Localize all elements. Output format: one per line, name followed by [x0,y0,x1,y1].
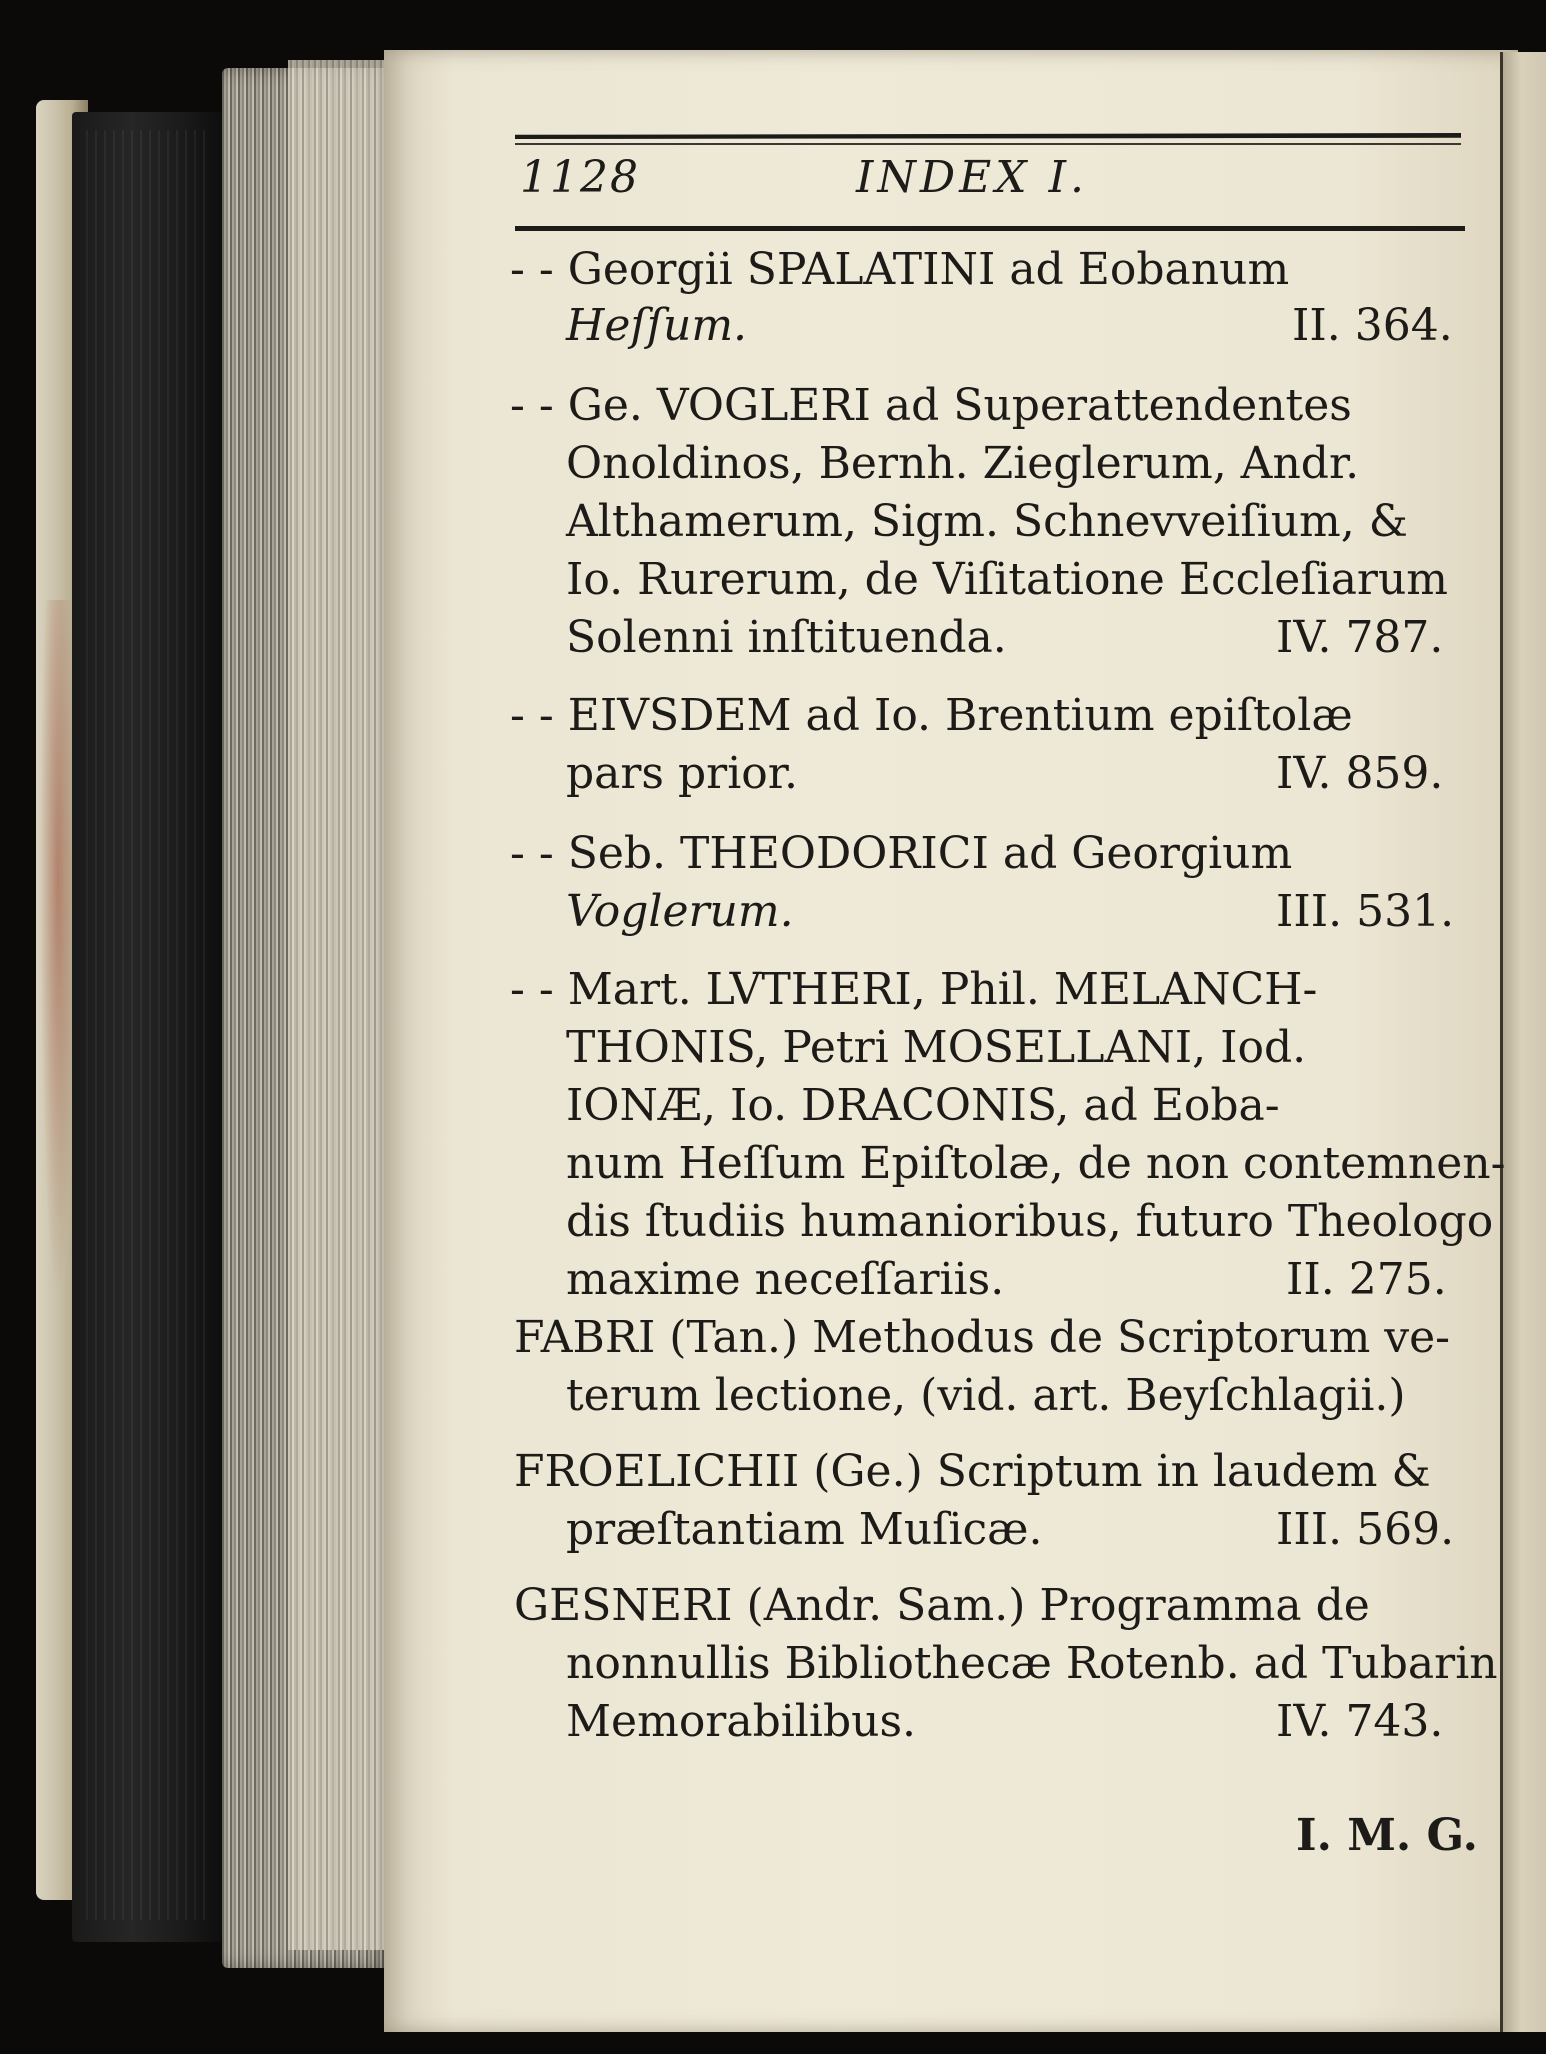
spine-stain [40,600,76,1300]
text-line: Solenni inſtituenda. [566,612,1007,663]
text-line: IV. 743. [1276,1696,1444,1747]
text-line: - - Georgii SPALATINI ad Eobanum [510,244,1290,295]
text-line: Io. Rurerum, de Viſitatione Eccleſiarum [566,554,1449,605]
running-head: INDEX I. [856,152,1088,203]
text-line: - - Mart. LVTHERI, Phil. MELANCH- [510,964,1318,1015]
text-line: Althamerum, Sigm. Schnevveiſium, & [566,496,1408,547]
facing-page-edge [1500,52,1546,2032]
text-line: FABRI (Tan.) Methodus de Scriptorum ve- [514,1312,1451,1363]
text-line: THONIS, Petri MOSELLANI, Iod. [566,1022,1307,1073]
text-line: IV. 859. [1276,748,1444,799]
text-line: Memorabilibus. [566,1696,917,1747]
text-line: Voglerum. [566,886,794,937]
text-line: Onoldinos, Bernh. Zieglerum, Andr. [566,438,1360,489]
text-line: FROELICHII (Ge.) Scriptum in laudem & [514,1446,1431,1497]
text-line: - - Ge. VOGLERI ad Superattendentes [510,380,1352,431]
text-line: nonnullis Bibliothecæ Rotenb. ad Tubarin [566,1638,1498,1689]
header-rule-bottom [515,226,1465,231]
header-rule-thin [515,143,1461,145]
text-line: pars prior. [566,748,798,799]
text-line: dis ſtudiis humanioribus, futuro Theologo [566,1196,1494,1247]
text-line: GESNERI (Andr. Sam.) Programma de [514,1580,1370,1631]
text-line: IONÆ, Io. DRACONIS, ad Eoba- [566,1080,1280,1131]
cover-texture [86,130,206,1920]
text-line: Heſſum. [566,300,748,351]
text-line: terum lectione, (vid. art. Beyſchlagii.) [566,1370,1406,1421]
text-line: IV. 787. [1276,612,1444,663]
text-line: II. 364. [1292,300,1453,351]
text-line: num Heſſum Epiſtolæ, de non contemnen- [566,1138,1506,1189]
page-edges-inner [288,60,392,1950]
catchword: I. M. G. [1296,1810,1478,1861]
text-line: præſtantiam Muſicæ. [566,1504,1043,1555]
text-line: II. 275. [1286,1254,1447,1305]
text-line: III. 531. [1276,886,1455,937]
text-line: III. 569. [1276,1504,1455,1555]
text-line: maxime neceſſariis. [566,1254,1005,1305]
page-number: 1128 [520,152,640,203]
text-line: - - EIVSDEM ad Io. Brentium epiſtolæ [510,690,1353,741]
text-line: - - Seb. THEODORICI ad Georgium [510,828,1293,879]
